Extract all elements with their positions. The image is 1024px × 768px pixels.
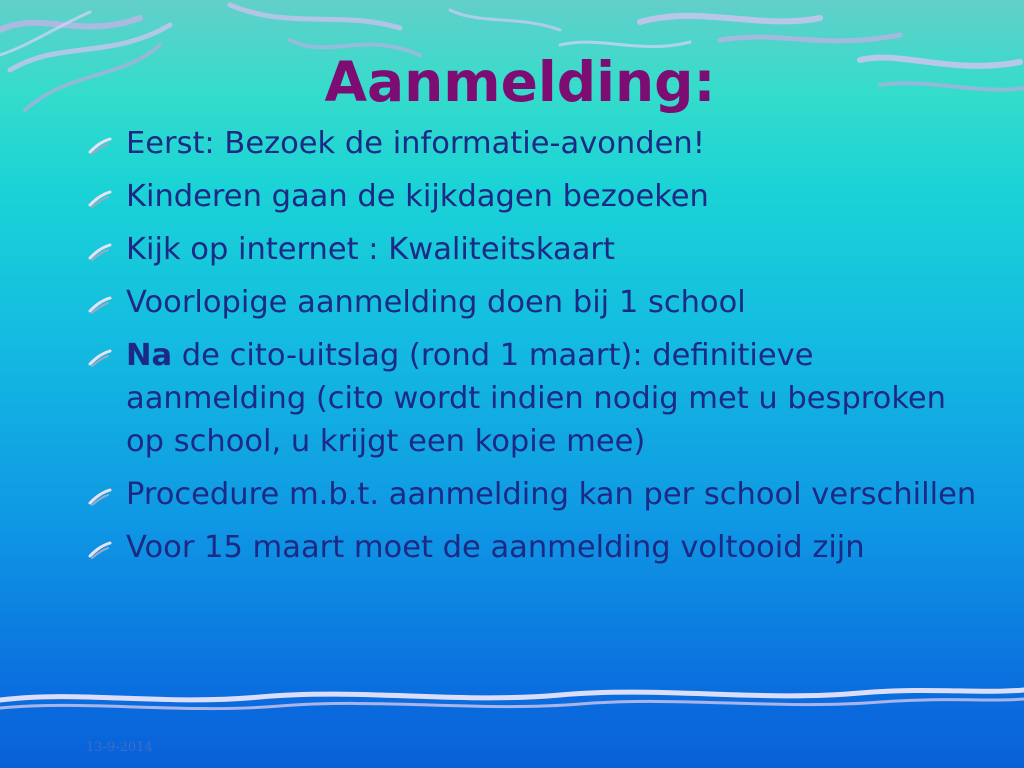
swoosh-bullet-icon (86, 295, 114, 315)
swoosh-bullet-icon (86, 540, 114, 560)
list-item (86, 334, 986, 463)
bullet-list (86, 122, 986, 579)
swoosh-bullet-icon (86, 189, 114, 209)
bullet-text: Procedure m.b.t. aanmelding kan per school verschillen (126, 477, 977, 512)
swoosh-bullet-icon (86, 487, 114, 507)
list-item (86, 122, 986, 165)
bullet-text: Eerst: Bezoek de informatie-avonden! (126, 126, 705, 161)
swoosh-bullet-icon (86, 136, 114, 156)
bullet-text: Kinderen gaan de kijkdagen bezoeken (126, 179, 709, 214)
list-item (86, 473, 986, 516)
slide-title: Aanmelding: (324, 50, 716, 114)
swoosh-bullet-icon (86, 348, 114, 368)
bullet-emphasis: Na (126, 338, 173, 373)
footer-date: 13-9-2014 (86, 740, 153, 755)
bullet-text: de cito-uitslag (rond 1 maart): definitieve aanmelding (cito wordt indien nodig met u besproken op school, u krijgt een kopie mee) (126, 338, 947, 459)
bullet-text: Voorlopige aanmelding doen bij 1 school (126, 285, 746, 320)
bullet-text: Kijk op internet : Kwaliteitskaart (126, 232, 615, 267)
swoosh-bullet-icon (86, 242, 114, 262)
list-item (86, 526, 986, 569)
list-item (86, 228, 986, 271)
list-item (86, 175, 986, 218)
bullet-text: Voor 15 maart moet de aanmelding voltooid zijn (126, 530, 865, 565)
list-item (86, 281, 986, 324)
